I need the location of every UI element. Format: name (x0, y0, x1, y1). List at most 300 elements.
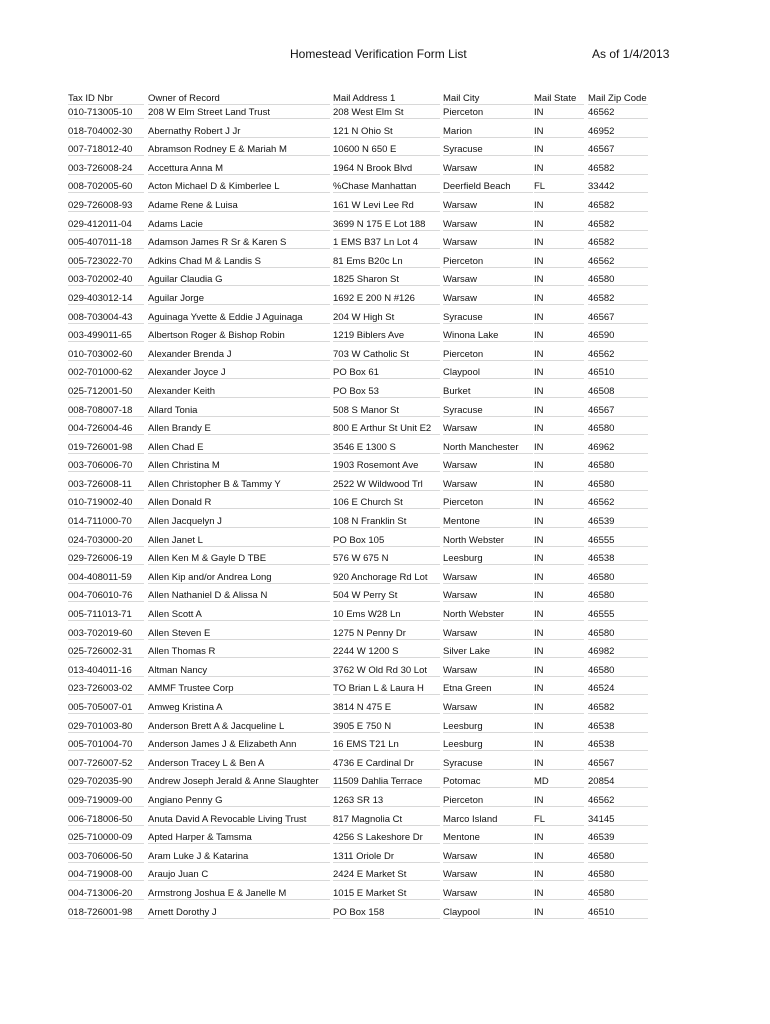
table-row (68, 516, 688, 535)
owner-cell: Albertson Roger & Bishop Robin (148, 330, 330, 342)
address-cell: 1692 E 200 N #126 (333, 293, 440, 305)
state-cell: MD (534, 776, 584, 788)
tax-id-cell: 009-719009-00 (68, 795, 144, 807)
state-cell: IN (534, 646, 584, 658)
table-row (68, 256, 688, 275)
owner-cell: Allen Ken M & Gayle D TBE (148, 553, 330, 565)
address-cell: 3546 E 1300 S (333, 442, 440, 454)
owner-cell: Aguinaga Yvette & Eddie J Aguinaga (148, 312, 330, 324)
city-cell: Warsaw (443, 219, 533, 231)
as-of-date: As of 1/4/2013 (592, 47, 670, 61)
zip-cell: 46508 (588, 386, 648, 398)
city-cell: Warsaw (443, 888, 533, 900)
owner-cell: Allen Scott A (148, 609, 330, 621)
state-cell: IN (534, 516, 584, 528)
city-cell: Warsaw (443, 851, 533, 863)
address-cell: PO Box 53 (333, 386, 440, 398)
city-cell: Pierceton (443, 795, 533, 807)
tax-id-cell: 023-726003-02 (68, 683, 144, 695)
zip-cell: 33442 (588, 181, 648, 193)
city-cell: Warsaw (443, 590, 533, 602)
tax-id-cell: 004-726004-46 (68, 423, 144, 435)
table-row (68, 312, 688, 331)
tax-id-cell: 004-713006-20 (68, 888, 144, 900)
owner-cell: Alexander Keith (148, 386, 330, 398)
tax-id-cell: 014-711000-70 (68, 516, 144, 528)
state-cell: IN (534, 349, 584, 361)
zip-cell: 46580 (588, 572, 648, 584)
state-cell: IN (534, 851, 584, 863)
column-header-zip: Mail Zip Code (588, 93, 647, 104)
table-row (68, 721, 688, 740)
address-cell: %Chase Manhattan (333, 181, 440, 193)
address-cell: 3699 N 175 E Lot 188 (333, 219, 440, 231)
city-cell: Burket (443, 386, 533, 398)
city-cell: Mentone (443, 832, 533, 844)
tax-id-cell: 010-719002-40 (68, 497, 144, 509)
city-cell: Syracuse (443, 405, 533, 417)
zip-cell: 46580 (588, 460, 648, 472)
address-cell: 817 Magnolia Ct (333, 814, 440, 826)
address-cell: PO Box 105 (333, 535, 440, 547)
city-cell: Warsaw (443, 237, 533, 249)
address-cell: PO Box 61 (333, 367, 440, 379)
state-cell: IN (534, 628, 584, 640)
address-cell: PO Box 158 (333, 907, 440, 919)
state-cell: IN (534, 479, 584, 491)
address-cell: 703 W Catholic St (333, 349, 440, 361)
table-row (68, 590, 688, 609)
zip-cell: 46555 (588, 535, 648, 547)
zip-cell: 46580 (588, 628, 648, 640)
state-cell: IN (534, 907, 584, 919)
owner-cell: Apted Harper & Tamsma (148, 832, 330, 844)
zip-cell: 46562 (588, 795, 648, 807)
zip-cell: 46590 (588, 330, 648, 342)
table-row (68, 628, 688, 647)
address-cell: 1311 Oriole Dr (333, 851, 440, 863)
owner-cell: Allen Steven E (148, 628, 330, 640)
state-cell: IN (534, 572, 584, 584)
owner-cell: Aguilar Jorge (148, 293, 330, 305)
city-cell: Leesburg (443, 553, 533, 565)
table-row (68, 386, 688, 405)
address-cell: 1903 Rosemont Ave (333, 460, 440, 472)
city-cell: North Webster (443, 609, 533, 621)
zip-cell: 46538 (588, 739, 648, 751)
address-cell: 108 N Franklin St (333, 516, 440, 528)
owner-cell: Allen Christopher B & Tammy Y (148, 479, 330, 491)
city-cell: Pierceton (443, 256, 533, 268)
tax-id-cell: 010-703002-60 (68, 349, 144, 361)
tax-id-cell: 024-703000-20 (68, 535, 144, 547)
tax-id-cell: 003-499011-65 (68, 330, 144, 342)
tax-id-cell: 006-718006-50 (68, 814, 144, 826)
zip-cell: 46580 (588, 479, 648, 491)
tax-id-cell: 007-718012-40 (68, 144, 144, 156)
tax-id-cell: 019-726001-98 (68, 442, 144, 454)
tax-id-cell: 025-726002-31 (68, 646, 144, 658)
tax-id-cell: 029-702035-90 (68, 776, 144, 788)
state-cell: IN (534, 367, 584, 379)
city-cell: Warsaw (443, 479, 533, 491)
zip-cell: 46580 (588, 869, 648, 881)
city-cell: Claypool (443, 367, 533, 379)
zip-cell: 46538 (588, 721, 648, 733)
tax-id-cell: 008-708007-18 (68, 405, 144, 417)
city-cell: Pierceton (443, 107, 533, 119)
table-row (68, 739, 688, 758)
tax-id-cell: 029-726008-93 (68, 200, 144, 212)
owner-cell: Accettura Anna M (148, 163, 330, 175)
city-cell: North Manchester (443, 442, 533, 454)
document-title: Homestead Verification Form List (290, 47, 467, 61)
address-cell: 2424 E Market St (333, 869, 440, 881)
owner-cell: Amweg Kristina A (148, 702, 330, 714)
address-cell: 208 West Elm St (333, 107, 440, 119)
tax-id-cell: 008-703004-43 (68, 312, 144, 324)
table-row (68, 683, 688, 702)
city-cell: Warsaw (443, 293, 533, 305)
table-row (68, 553, 688, 572)
state-cell: IN (534, 758, 584, 770)
owner-cell: Altman Nancy (148, 665, 330, 677)
table-row (68, 702, 688, 721)
tax-id-cell: 005-723022-70 (68, 256, 144, 268)
city-cell: Syracuse (443, 312, 533, 324)
city-cell: Warsaw (443, 423, 533, 435)
state-cell: FL (534, 181, 584, 193)
owner-cell: Abernathy Robert J Jr (148, 126, 330, 138)
zip-cell: 46580 (588, 665, 648, 677)
address-cell: 10 Ems W28 Ln (333, 609, 440, 621)
table-row (68, 442, 688, 461)
zip-cell: 46582 (588, 293, 648, 305)
zip-cell: 46582 (588, 237, 648, 249)
tax-id-cell: 003-706006-70 (68, 460, 144, 472)
state-cell: IN (534, 386, 584, 398)
state-cell: IN (534, 460, 584, 472)
zip-cell: 46539 (588, 516, 648, 528)
zip-cell: 46580 (588, 590, 648, 602)
table-row (68, 163, 688, 182)
state-cell: IN (534, 702, 584, 714)
address-cell: 10600 N 650 E (333, 144, 440, 156)
city-cell: Pierceton (443, 497, 533, 509)
tax-id-cell: 005-701004-70 (68, 739, 144, 751)
state-cell: IN (534, 683, 584, 695)
table-row (68, 535, 688, 554)
table-row (68, 460, 688, 479)
tax-id-cell: 029-701003-80 (68, 721, 144, 733)
column-header-owner: Owner of Record (148, 93, 330, 105)
city-cell: Marion (443, 126, 533, 138)
table-row (68, 665, 688, 684)
tax-id-cell: 005-705007-01 (68, 702, 144, 714)
state-cell: IN (534, 330, 584, 342)
state-cell: IN (534, 553, 584, 565)
table-header-row (68, 93, 688, 107)
tax-id-cell: 018-704002-30 (68, 126, 144, 138)
state-cell: IN (534, 721, 584, 733)
owner-cell: Andrew Joseph Jerald & Anne Slaughter (148, 776, 330, 788)
city-cell: Silver Lake (443, 646, 533, 658)
owner-cell: Allen Chad E (148, 442, 330, 454)
table-row (68, 609, 688, 628)
owner-cell: Alexander Brenda J (148, 349, 330, 361)
table-row (68, 126, 688, 145)
city-cell: Mentone (443, 516, 533, 528)
table-row (68, 330, 688, 349)
state-cell: IN (534, 405, 584, 417)
table-row (68, 572, 688, 591)
state-cell: IN (534, 126, 584, 138)
city-cell: North Webster (443, 535, 533, 547)
tax-id-cell: 004-408011-59 (68, 572, 144, 584)
zip-cell: 46580 (588, 888, 648, 900)
table-row (68, 144, 688, 163)
zip-cell: 46567 (588, 405, 648, 417)
owner-cell: Adams Lacie (148, 219, 330, 231)
tax-id-cell: 002-701000-62 (68, 367, 144, 379)
zip-cell: 46510 (588, 907, 648, 919)
table-row (68, 181, 688, 200)
state-cell: IN (534, 237, 584, 249)
state-cell: IN (534, 274, 584, 286)
owner-cell: Allen Nathaniel D & Alissa N (148, 590, 330, 602)
zip-cell: 46562 (588, 497, 648, 509)
owner-cell: Anderson Brett A & Jacqueline L (148, 721, 330, 733)
state-cell: IN (534, 795, 584, 807)
state-cell: IN (534, 442, 584, 454)
city-cell: Leesburg (443, 739, 533, 751)
zip-cell: 46982 (588, 646, 648, 658)
table-row (68, 200, 688, 219)
state-cell: IN (534, 609, 584, 621)
tax-id-cell: 003-706006-50 (68, 851, 144, 863)
table-row (68, 479, 688, 498)
address-cell: 1964 N Brook Blvd (333, 163, 440, 175)
table-row (68, 869, 688, 888)
city-cell: Warsaw (443, 200, 533, 212)
state-cell: IN (534, 535, 584, 547)
owner-cell: AMMF Trustee Corp (148, 683, 330, 695)
state-cell: IN (534, 590, 584, 602)
owner-cell: Allen Janet L (148, 535, 330, 547)
zip-cell: 46562 (588, 256, 648, 268)
address-cell: 508 S Manor St (333, 405, 440, 417)
owner-cell: Aram Luke J & Katarina (148, 851, 330, 863)
tax-id-cell: 003-702002-40 (68, 274, 144, 286)
tax-id-cell: 018-726001-98 (68, 907, 144, 919)
tax-id-cell: 029-726006-19 (68, 553, 144, 565)
owner-cell: Allard Tonia (148, 405, 330, 417)
owner-cell: Arnett Dorothy J (148, 907, 330, 919)
state-cell: IN (534, 497, 584, 509)
zip-cell: 46538 (588, 553, 648, 565)
address-cell: 1825 Sharon St (333, 274, 440, 286)
table-row (68, 107, 688, 126)
table-body (68, 107, 688, 925)
city-cell: Syracuse (443, 144, 533, 156)
city-cell: Winona Lake (443, 330, 533, 342)
tax-id-cell: 003-702019-60 (68, 628, 144, 640)
address-cell: 11509 Dahlia Terrace (333, 776, 440, 788)
address-cell: 2522 W Wildwood Trl (333, 479, 440, 491)
owner-cell: Alexander Joyce J (148, 367, 330, 379)
table-row (68, 776, 688, 795)
address-cell: 576 W 675 N (333, 553, 440, 565)
zip-cell: 46952 (588, 126, 648, 138)
address-cell: 1 EMS B37 Ln Lot 4 (333, 237, 440, 249)
table-row (68, 758, 688, 777)
state-cell: IN (534, 832, 584, 844)
owner-cell: Allen Thomas R (148, 646, 330, 658)
address-cell: 3814 N 475 E (333, 702, 440, 714)
owner-cell: Allen Kip and/or Andrea Long (148, 572, 330, 584)
state-cell: IN (534, 163, 584, 175)
owner-cell: 208 W Elm Street Land Trust (148, 107, 330, 119)
table-row (68, 367, 688, 386)
tax-id-cell: 004-719008-00 (68, 869, 144, 881)
column-header-state: Mail State (534, 93, 584, 105)
table-row (68, 237, 688, 256)
city-cell: Claypool (443, 907, 533, 919)
address-cell: 3905 E 750 N (333, 721, 440, 733)
zip-cell: 46580 (588, 274, 648, 286)
zip-cell: 46582 (588, 219, 648, 231)
owner-cell: Anuta David A Revocable Living Trust (148, 814, 330, 826)
address-cell: 2244 W 1200 S (333, 646, 440, 658)
zip-cell: 46555 (588, 609, 648, 621)
tax-id-cell: 013-404011-16 (68, 665, 144, 677)
state-cell: IN (534, 256, 584, 268)
state-cell: IN (534, 312, 584, 324)
address-cell: TO Brian L & Laura H (333, 683, 440, 695)
tax-id-cell: 010-713005-10 (68, 107, 144, 119)
address-cell: 1219 Biblers Ave (333, 330, 440, 342)
table-row (68, 832, 688, 851)
table-row (68, 814, 688, 833)
zip-cell: 46510 (588, 367, 648, 379)
address-cell: 161 W Levi Lee Rd (333, 200, 440, 212)
owner-cell: Anderson Tracey L & Ben A (148, 758, 330, 770)
city-cell: Marco Island (443, 814, 533, 826)
zip-cell: 46567 (588, 758, 648, 770)
address-cell: 4256 S Lakeshore Dr (333, 832, 440, 844)
state-cell: IN (534, 869, 584, 881)
table-row (68, 888, 688, 907)
address-cell: 4736 E Cardinal Dr (333, 758, 440, 770)
state-cell: IN (534, 739, 584, 751)
city-cell: Etna Green (443, 683, 533, 695)
tax-id-cell: 025-712001-50 (68, 386, 144, 398)
tax-id-cell: 008-702005-60 (68, 181, 144, 193)
address-cell: 800 E Arthur St Unit E2 (333, 423, 440, 435)
state-cell: IN (534, 107, 584, 119)
owner-cell: Aguilar Claudia G (148, 274, 330, 286)
zip-cell: 34145 (588, 814, 648, 826)
state-cell: IN (534, 665, 584, 677)
tax-id-cell: 005-407011-18 (68, 237, 144, 249)
owner-cell: Allen Christina M (148, 460, 330, 472)
address-cell: 920 Anchorage Rd Lot (333, 572, 440, 584)
zip-cell: 46580 (588, 423, 648, 435)
owner-cell: Adame Rene & Luisa (148, 200, 330, 212)
tax-id-cell: 029-412011-04 (68, 219, 144, 231)
zip-cell: 46567 (588, 144, 648, 156)
state-cell: IN (534, 888, 584, 900)
tax-id-cell: 025-710000-09 (68, 832, 144, 844)
zip-cell: 46580 (588, 851, 648, 863)
owner-cell: Araujo Juan C (148, 869, 330, 881)
zip-cell: 46562 (588, 107, 648, 119)
table-row (68, 646, 688, 665)
verification-table (68, 93, 688, 925)
owner-cell: Abramson Rodney E & Mariah M (148, 144, 330, 156)
column-header-tax-id: Tax ID Nbr (68, 93, 144, 105)
zip-cell: 46539 (588, 832, 648, 844)
column-header-city: Mail City (443, 93, 533, 105)
address-cell: 16 EMS T21 Ln (333, 739, 440, 751)
table-row (68, 405, 688, 424)
table-row (68, 293, 688, 312)
zip-cell: 46582 (588, 200, 648, 212)
city-cell: Warsaw (443, 665, 533, 677)
owner-cell: Acton Michael D & Kimberlee L (148, 181, 330, 193)
table-row (68, 795, 688, 814)
column-header-address: Mail Address 1 (333, 93, 440, 105)
state-cell: IN (534, 219, 584, 231)
city-cell: Warsaw (443, 702, 533, 714)
address-cell: 1263 SR 13 (333, 795, 440, 807)
city-cell: Leesburg (443, 721, 533, 733)
table-row (68, 907, 688, 926)
zip-cell: 46582 (588, 163, 648, 175)
owner-cell: Armstrong Joshua E & Janelle M (148, 888, 330, 900)
page-header (0, 47, 770, 63)
table-row (68, 851, 688, 870)
owner-cell: Anderson James J & Elizabeth Ann (148, 739, 330, 751)
state-cell: FL (534, 814, 584, 826)
city-cell: Syracuse (443, 758, 533, 770)
table-row (68, 349, 688, 368)
city-cell: Warsaw (443, 628, 533, 640)
address-cell: 504 W Perry St (333, 590, 440, 602)
city-cell: Warsaw (443, 572, 533, 584)
tax-id-cell: 004-706010-76 (68, 590, 144, 602)
state-cell: IN (534, 144, 584, 156)
owner-cell: Allen Jacquelyn J (148, 516, 330, 528)
zip-cell: 46962 (588, 442, 648, 454)
address-cell: 204 W High St (333, 312, 440, 324)
city-cell: Warsaw (443, 869, 533, 881)
city-cell: Potomac (443, 776, 533, 788)
zip-cell: 46582 (588, 702, 648, 714)
address-cell: 1275 N Penny Dr (333, 628, 440, 640)
tax-id-cell: 005-711013-71 (68, 609, 144, 621)
table-row (68, 274, 688, 293)
address-cell: 121 N Ohio St (333, 126, 440, 138)
city-cell: Pierceton (443, 349, 533, 361)
city-cell: Warsaw (443, 163, 533, 175)
city-cell: Warsaw (443, 460, 533, 472)
state-cell: IN (534, 423, 584, 435)
table-row (68, 497, 688, 516)
city-cell: Deerfield Beach (443, 181, 533, 193)
tax-id-cell: 029-403012-14 (68, 293, 144, 305)
tax-id-cell: 007-726007-52 (68, 758, 144, 770)
